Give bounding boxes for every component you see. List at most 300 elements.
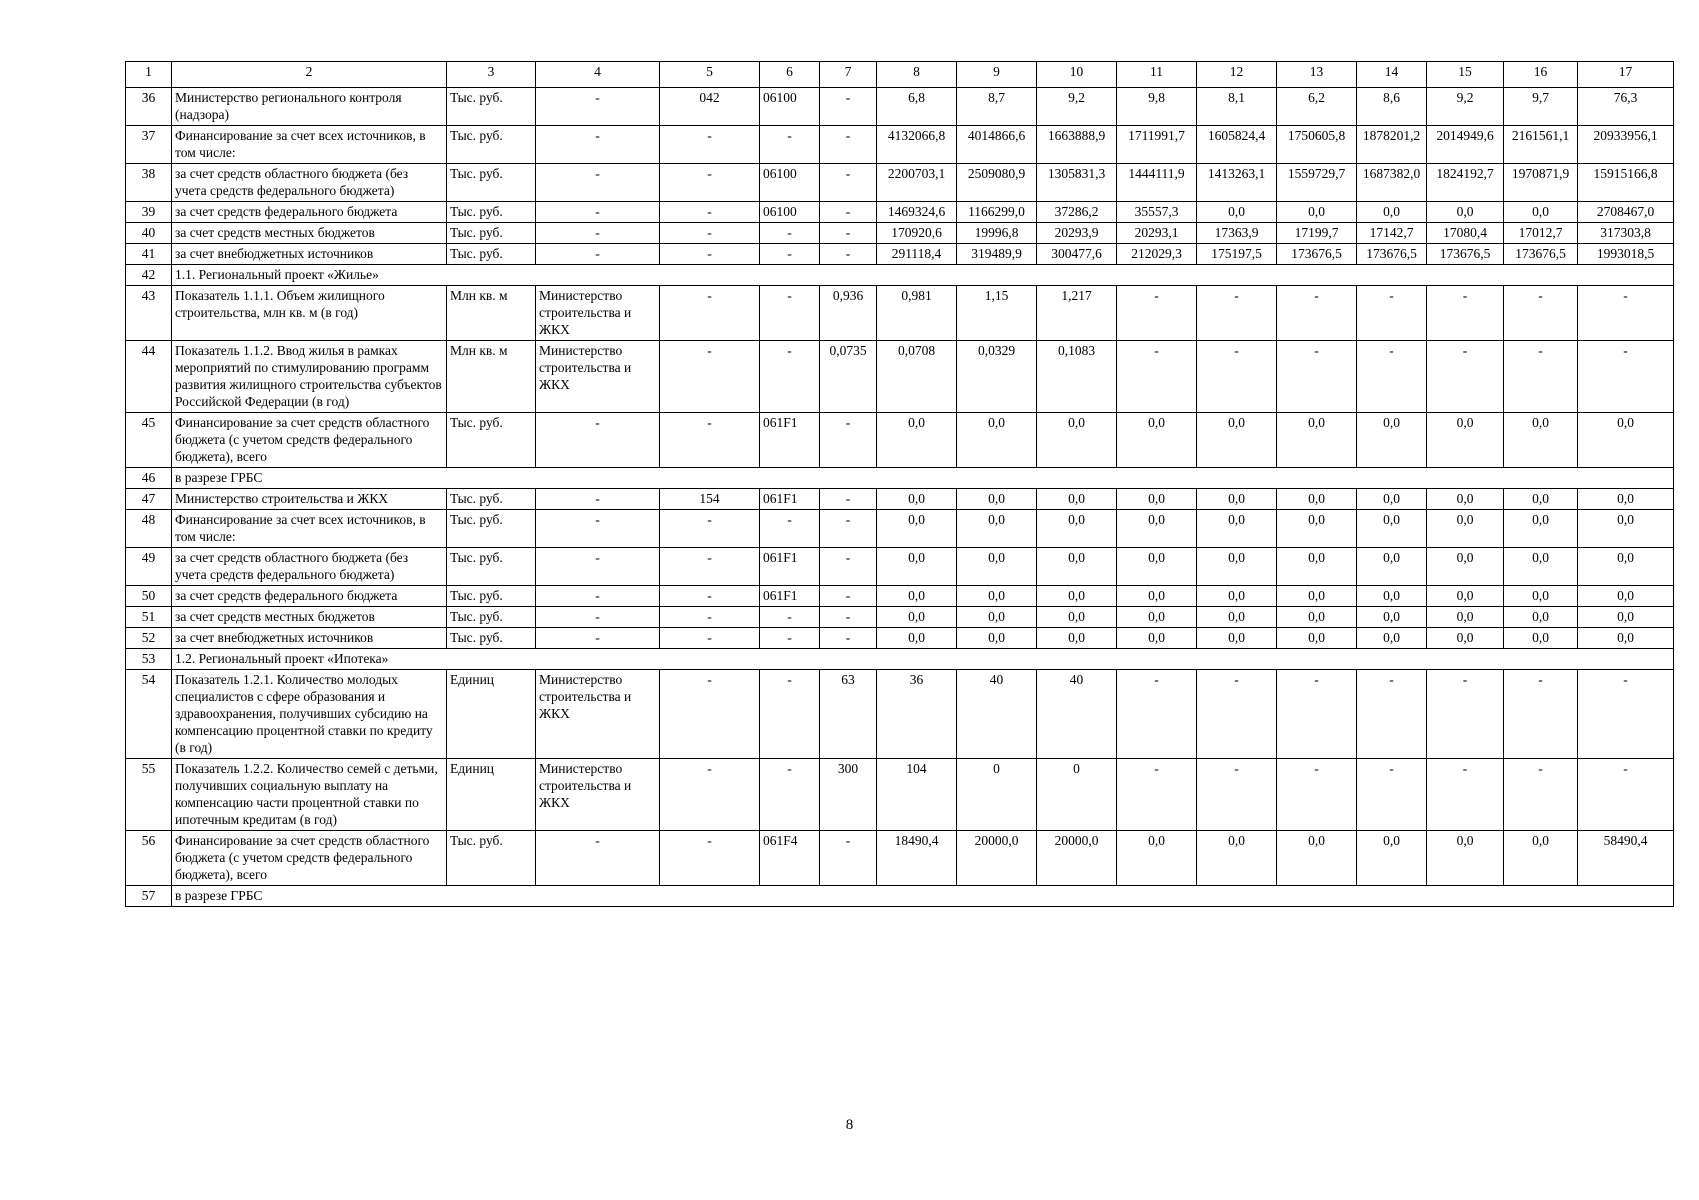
budget-table: [125, 61, 1674, 907]
value-cell: 0,0: [1504, 202, 1578, 223]
value-cell: 0,0: [1277, 413, 1357, 468]
value-cell: 1711991,7: [1117, 126, 1197, 164]
unit-cell: Тыс. руб.: [447, 628, 536, 649]
table-row: [126, 670, 1674, 759]
value-cell: 0,0: [1578, 510, 1674, 548]
row-label: Финансирование за счет средств областного бюджета (с учетом средств федерального бюджета), всего: [172, 413, 447, 468]
code-cell: -: [760, 341, 820, 413]
unit-cell: Тыс. руб.: [447, 223, 536, 244]
value-cell: 0,0: [1504, 831, 1578, 886]
value-cell: 0,0: [1504, 607, 1578, 628]
code-cell: 061F1: [760, 413, 820, 468]
value-cell: 17012,7: [1504, 223, 1578, 244]
code-cell: -: [820, 164, 877, 202]
value-cell: 0,0: [1277, 586, 1357, 607]
value-cell: 0,0: [1117, 413, 1197, 468]
code-cell: -: [760, 628, 820, 649]
unit-cell: Тыс. руб.: [447, 164, 536, 202]
value-cell: 0,0: [1277, 489, 1357, 510]
value-cell: 0,0: [1197, 510, 1277, 548]
row-label: Показатель 1.2.2. Количество семей с детьми, получивших социальную выплату на компенсацию части процентной ставки по ипотечным кредитам (в год): [172, 759, 447, 831]
value-cell: 1993018,5: [1578, 244, 1674, 265]
value-cell: -: [1277, 670, 1357, 759]
code-cell: 061F1: [760, 489, 820, 510]
value-cell: 0,0: [1504, 586, 1578, 607]
row-label: за счет внебюджетных источников: [172, 244, 447, 265]
row-label: за счет средств областного бюджета (без учета средств федерального бюджета): [172, 164, 447, 202]
value-cell: 1750605,8: [1277, 126, 1357, 164]
code-cell: -: [820, 607, 877, 628]
row-number: 37: [126, 126, 172, 164]
code-cell: -: [760, 670, 820, 759]
value-cell: -: [1504, 286, 1578, 341]
row-label: Показатель 1.1.1. Объем жилищного строительства, млн кв. м (в год): [172, 286, 447, 341]
value-cell: 0,0: [1504, 510, 1578, 548]
value-cell: 17080,4: [1427, 223, 1504, 244]
value-cell: 0,0: [1277, 548, 1357, 586]
code-cell: -: [660, 286, 760, 341]
header-cell: 4: [536, 62, 660, 88]
value-cell: 20293,9: [1037, 223, 1117, 244]
unit-cell: Единиц: [447, 670, 536, 759]
table-row: [126, 164, 1674, 202]
value-cell: 0,0: [1578, 413, 1674, 468]
code-cell: 63: [820, 670, 877, 759]
value-cell: 0,0: [1197, 628, 1277, 649]
responsible-cell: -: [536, 413, 660, 468]
value-cell: 0,0: [1427, 413, 1504, 468]
value-cell: 1305831,3: [1037, 164, 1117, 202]
value-cell: -: [1578, 670, 1674, 759]
value-cell: 0,0: [1427, 628, 1504, 649]
value-cell: 175197,5: [1197, 244, 1277, 265]
responsible-cell: -: [536, 244, 660, 265]
value-cell: 173676,5: [1357, 244, 1427, 265]
responsible-cell: -: [536, 510, 660, 548]
unit-cell: Млн кв. м: [447, 286, 536, 341]
value-cell: 36: [877, 670, 957, 759]
row-number: 54: [126, 670, 172, 759]
value-cell: 0,0329: [957, 341, 1037, 413]
table-row: [126, 886, 1674, 907]
code-cell: -: [660, 510, 760, 548]
value-cell: 0,0: [1037, 586, 1117, 607]
value-cell: -: [1117, 670, 1197, 759]
unit-cell: Тыс. руб.: [447, 607, 536, 628]
table-row: [126, 628, 1674, 649]
value-cell: 9,7: [1504, 88, 1578, 126]
row-label: Финансирование за счет всех источников, в том числе:: [172, 510, 447, 548]
value-cell: 0,0: [1197, 607, 1277, 628]
code-cell: -: [820, 244, 877, 265]
header-cell: 5: [660, 62, 760, 88]
unit-cell: Тыс. руб.: [447, 831, 536, 886]
code-cell: -: [820, 126, 877, 164]
header-cell: 16: [1504, 62, 1578, 88]
row-number: 47: [126, 489, 172, 510]
value-cell: -: [1504, 341, 1578, 413]
value-cell: 35557,3: [1117, 202, 1197, 223]
value-cell: 8,6: [1357, 88, 1427, 126]
responsible-cell: -: [536, 628, 660, 649]
value-cell: 0,0: [1578, 548, 1674, 586]
value-cell: 0,0: [1037, 548, 1117, 586]
row-number: 53: [126, 649, 172, 670]
value-cell: 1970871,9: [1504, 164, 1578, 202]
value-cell: 0,0: [877, 607, 957, 628]
header-row: [126, 62, 1674, 88]
value-cell: -: [1197, 286, 1277, 341]
row-label: Министерство строительства и ЖКХ: [172, 489, 447, 510]
code-cell: -: [820, 489, 877, 510]
value-cell: 9,8: [1117, 88, 1197, 126]
code-cell: -: [660, 586, 760, 607]
row-number: 48: [126, 510, 172, 548]
header-cell: 14: [1357, 62, 1427, 88]
value-cell: -: [1277, 286, 1357, 341]
value-cell: 0,0: [1357, 510, 1427, 548]
row-number: 41: [126, 244, 172, 265]
value-cell: 0,0: [957, 548, 1037, 586]
value-cell: 1824192,7: [1427, 164, 1504, 202]
code-cell: -: [820, 88, 877, 126]
row-number: 38: [126, 164, 172, 202]
value-cell: 1,15: [957, 286, 1037, 341]
unit-cell: Единиц: [447, 759, 536, 831]
responsible-cell: -: [536, 202, 660, 223]
code-cell: 06100: [760, 202, 820, 223]
value-cell: 37286,2: [1037, 202, 1117, 223]
unit-cell: Тыс. руб.: [447, 586, 536, 607]
code-cell: 061F1: [760, 586, 820, 607]
value-cell: 0,0: [1427, 202, 1504, 223]
value-cell: 173676,5: [1277, 244, 1357, 265]
responsible-cell: -: [536, 586, 660, 607]
value-cell: 0: [957, 759, 1037, 831]
table-row: [126, 341, 1674, 413]
value-cell: 0,0: [1037, 413, 1117, 468]
value-cell: 17199,7: [1277, 223, 1357, 244]
header-cell: 9: [957, 62, 1037, 88]
value-cell: 2509080,9: [957, 164, 1037, 202]
value-cell: 0,0: [1357, 586, 1427, 607]
value-cell: -: [1427, 341, 1504, 413]
table-row: [126, 649, 1674, 670]
value-cell: -: [1357, 759, 1427, 831]
value-cell: -: [1117, 341, 1197, 413]
value-cell: 0,0: [1277, 202, 1357, 223]
responsible-cell: Министерство строительства и ЖКХ: [536, 286, 660, 341]
value-cell: -: [1504, 670, 1578, 759]
value-cell: 0,0: [1578, 628, 1674, 649]
header-cell: 6: [760, 62, 820, 88]
value-cell: 0,0: [877, 489, 957, 510]
value-cell: 4132066,8: [877, 126, 957, 164]
value-cell: 0,0: [1504, 413, 1578, 468]
responsible-cell: -: [536, 607, 660, 628]
value-cell: 0,0: [1357, 628, 1427, 649]
value-cell: 291118,4: [877, 244, 957, 265]
value-cell: 0,0: [1427, 548, 1504, 586]
header-cell: 15: [1427, 62, 1504, 88]
responsible-cell: Министерство строительства и ЖКХ: [536, 759, 660, 831]
header-cell: 10: [1037, 62, 1117, 88]
value-cell: 0,0: [1578, 586, 1674, 607]
value-cell: 0,0: [1117, 628, 1197, 649]
section-heading: 1.1. Региональный проект «Жилье»: [172, 265, 1674, 286]
responsible-cell: Министерство строительства и ЖКХ: [536, 341, 660, 413]
value-cell: 20293,1: [1117, 223, 1197, 244]
code-cell: -: [820, 586, 877, 607]
responsible-cell: -: [536, 164, 660, 202]
value-cell: 1413263,1: [1197, 164, 1277, 202]
unit-cell: Тыс. руб.: [447, 413, 536, 468]
value-cell: 0,0: [1504, 548, 1578, 586]
value-cell: 0,0: [877, 413, 957, 468]
value-cell: 1605824,4: [1197, 126, 1277, 164]
value-cell: -: [1197, 670, 1277, 759]
value-cell: 1663888,9: [1037, 126, 1117, 164]
unit-cell: Млн кв. м: [447, 341, 536, 413]
value-cell: 173676,5: [1504, 244, 1578, 265]
code-cell: -: [660, 670, 760, 759]
table-header: [126, 62, 1674, 88]
value-cell: 40: [1037, 670, 1117, 759]
value-cell: 0,0: [1037, 489, 1117, 510]
value-cell: -: [1277, 759, 1357, 831]
unit-cell: Тыс. руб.: [447, 202, 536, 223]
value-cell: 2014949,6: [1427, 126, 1504, 164]
row-label: Показатель 1.1.2. Ввод жилья в рамках мероприятий по стимулированию программ развития жилищного строительства субъектов Российской Федерации (в год): [172, 341, 447, 413]
code-cell: -: [660, 607, 760, 628]
value-cell: 0,0: [1427, 489, 1504, 510]
value-cell: 0,0: [1427, 607, 1504, 628]
table-row: [126, 286, 1674, 341]
value-cell: 0,0: [957, 586, 1037, 607]
value-cell: 212029,3: [1117, 244, 1197, 265]
responsible-cell: -: [536, 489, 660, 510]
header-cell: 8: [877, 62, 957, 88]
value-cell: 0,981: [877, 286, 957, 341]
code-cell: -: [760, 510, 820, 548]
value-cell: 0,0708: [877, 341, 957, 413]
value-cell: -: [1427, 670, 1504, 759]
value-cell: -: [1117, 286, 1197, 341]
value-cell: 0,0: [1357, 413, 1427, 468]
value-cell: 0,0: [1504, 628, 1578, 649]
value-cell: 0,0: [1427, 586, 1504, 607]
code-cell: -: [820, 223, 877, 244]
value-cell: 0,0: [1197, 413, 1277, 468]
value-cell: 0,0: [1197, 586, 1277, 607]
code-cell: -: [660, 831, 760, 886]
unit-cell: Тыс. руб.: [447, 548, 536, 586]
code-cell: -: [760, 759, 820, 831]
header-cell: 12: [1197, 62, 1277, 88]
value-cell: -: [1578, 286, 1674, 341]
value-cell: 0,0: [1578, 489, 1674, 510]
value-cell: 1166299,0: [957, 202, 1037, 223]
value-cell: 2708467,0: [1578, 202, 1674, 223]
code-cell: -: [660, 223, 760, 244]
code-cell: 06100: [760, 164, 820, 202]
value-cell: 19996,8: [957, 223, 1037, 244]
value-cell: 0,0: [1117, 489, 1197, 510]
code-cell: 300: [820, 759, 877, 831]
value-cell: 20000,0: [1037, 831, 1117, 886]
row-label: за счет средств областного бюджета (без учета средств федерального бюджета): [172, 548, 447, 586]
value-cell: 0,1083: [1037, 341, 1117, 413]
value-cell: 0,0: [1277, 831, 1357, 886]
responsible-cell: -: [536, 88, 660, 126]
code-cell: -: [820, 413, 877, 468]
code-cell: -: [760, 223, 820, 244]
section-heading: 1.2. Региональный проект «Ипотека»: [172, 649, 1674, 670]
code-cell: -: [660, 759, 760, 831]
row-label: Финансирование за счет средств областного бюджета (с учетом средств федерального бюджета), всего: [172, 831, 447, 886]
header-cell: 2: [172, 62, 447, 88]
code-cell: -: [820, 548, 877, 586]
value-cell: 4014866,6: [957, 126, 1037, 164]
value-cell: -: [1578, 759, 1674, 831]
value-cell: 2200703,1: [877, 164, 957, 202]
code-cell: -: [660, 126, 760, 164]
table-row: [126, 489, 1674, 510]
value-cell: 0,0: [957, 489, 1037, 510]
value-cell: -: [1578, 341, 1674, 413]
row-number: 42: [126, 265, 172, 286]
row-number: 56: [126, 831, 172, 886]
row-number: 51: [126, 607, 172, 628]
responsible-cell: -: [536, 831, 660, 886]
value-cell: 0,0: [1117, 548, 1197, 586]
row-number: 43: [126, 286, 172, 341]
value-cell: 58490,4: [1578, 831, 1674, 886]
value-cell: 0,0: [957, 607, 1037, 628]
value-cell: 17363,9: [1197, 223, 1277, 244]
value-cell: -: [1117, 759, 1197, 831]
responsible-cell: -: [536, 548, 660, 586]
row-label: за счет средств местных бюджетов: [172, 607, 447, 628]
unit-cell: Тыс. руб.: [447, 510, 536, 548]
code-cell: 154: [660, 489, 760, 510]
value-cell: 300477,6: [1037, 244, 1117, 265]
value-cell: 1469324,6: [877, 202, 957, 223]
value-cell: -: [1504, 759, 1578, 831]
value-cell: 0,0: [1504, 489, 1578, 510]
table-row: [126, 586, 1674, 607]
value-cell: 0,0: [1117, 510, 1197, 548]
value-cell: 0,0: [957, 628, 1037, 649]
value-cell: -: [1427, 286, 1504, 341]
value-cell: -: [1357, 341, 1427, 413]
value-cell: -: [1277, 341, 1357, 413]
value-cell: 0,0: [1037, 607, 1117, 628]
value-cell: 8,7: [957, 88, 1037, 126]
value-cell: -: [1197, 341, 1277, 413]
row-number: 36: [126, 88, 172, 126]
value-cell: 0,0: [877, 510, 957, 548]
value-cell: 0,0: [1117, 831, 1197, 886]
table-row: [126, 831, 1674, 886]
value-cell: 2161561,1: [1504, 126, 1578, 164]
section-heading: в разрезе ГРБС: [172, 886, 1674, 907]
header-cell: 3: [447, 62, 536, 88]
value-cell: 40: [957, 670, 1037, 759]
value-cell: 0,0: [1357, 831, 1427, 886]
value-cell: 0,0: [1197, 831, 1277, 886]
value-cell: 0,0: [877, 628, 957, 649]
value-cell: 1878201,2: [1357, 126, 1427, 164]
table-row: [126, 126, 1674, 164]
value-cell: 6,8: [877, 88, 957, 126]
value-cell: 173676,5: [1427, 244, 1504, 265]
value-cell: -: [1197, 759, 1277, 831]
value-cell: 1559729,7: [1277, 164, 1357, 202]
value-cell: 1,217: [1037, 286, 1117, 341]
code-cell: -: [660, 548, 760, 586]
table-row: [126, 265, 1674, 286]
row-label: за счет внебюджетных источников: [172, 628, 447, 649]
value-cell: 0,0: [1357, 202, 1427, 223]
value-cell: 0,0: [1427, 510, 1504, 548]
value-cell: -: [1427, 759, 1504, 831]
table-row: [126, 759, 1674, 831]
value-cell: 6,2: [1277, 88, 1357, 126]
row-number: 57: [126, 886, 172, 907]
value-cell: 0,0: [877, 548, 957, 586]
value-cell: 9,2: [1037, 88, 1117, 126]
row-label: Показатель 1.2.1. Количество молодых специалистов с сфере образования и здравоохранения, получивших субсидию на компенсацию процентной ставки по кредиту (в год): [172, 670, 447, 759]
code-cell: -: [820, 510, 877, 548]
value-cell: 0,0: [1578, 607, 1674, 628]
table-row: [126, 413, 1674, 468]
value-cell: 0,0: [1277, 510, 1357, 548]
code-cell: 061F1: [760, 548, 820, 586]
code-cell: -: [820, 628, 877, 649]
code-cell: -: [820, 831, 877, 886]
row-number: 55: [126, 759, 172, 831]
value-cell: 0,0: [1117, 607, 1197, 628]
value-cell: 1444111,9: [1117, 164, 1197, 202]
value-cell: 0,0: [1277, 628, 1357, 649]
value-cell: 0: [1037, 759, 1117, 831]
value-cell: 0,0: [957, 413, 1037, 468]
value-cell: 9,2: [1427, 88, 1504, 126]
row-label: Финансирование за счет всех источников, в том числе:: [172, 126, 447, 164]
code-cell: 061F4: [760, 831, 820, 886]
code-cell: -: [660, 413, 760, 468]
value-cell: 76,3: [1578, 88, 1674, 126]
value-cell: 20000,0: [957, 831, 1037, 886]
header-cell: 1: [126, 62, 172, 88]
value-cell: 0,0: [1277, 607, 1357, 628]
value-cell: 0,0: [1197, 548, 1277, 586]
responsible-cell: -: [536, 223, 660, 244]
table-body: [126, 88, 1674, 907]
header-cell: 7: [820, 62, 877, 88]
value-cell: 0,0: [1197, 202, 1277, 223]
row-label: за счет средств федерального бюджета: [172, 202, 447, 223]
table-row: [126, 548, 1674, 586]
value-cell: 0,0: [1197, 489, 1277, 510]
value-cell: 0,0: [1037, 628, 1117, 649]
row-number: 49: [126, 548, 172, 586]
table-row: [126, 88, 1674, 126]
code-cell: -: [760, 607, 820, 628]
responsible-cell: Министерство строительства и ЖКХ: [536, 670, 660, 759]
table-row: [126, 607, 1674, 628]
